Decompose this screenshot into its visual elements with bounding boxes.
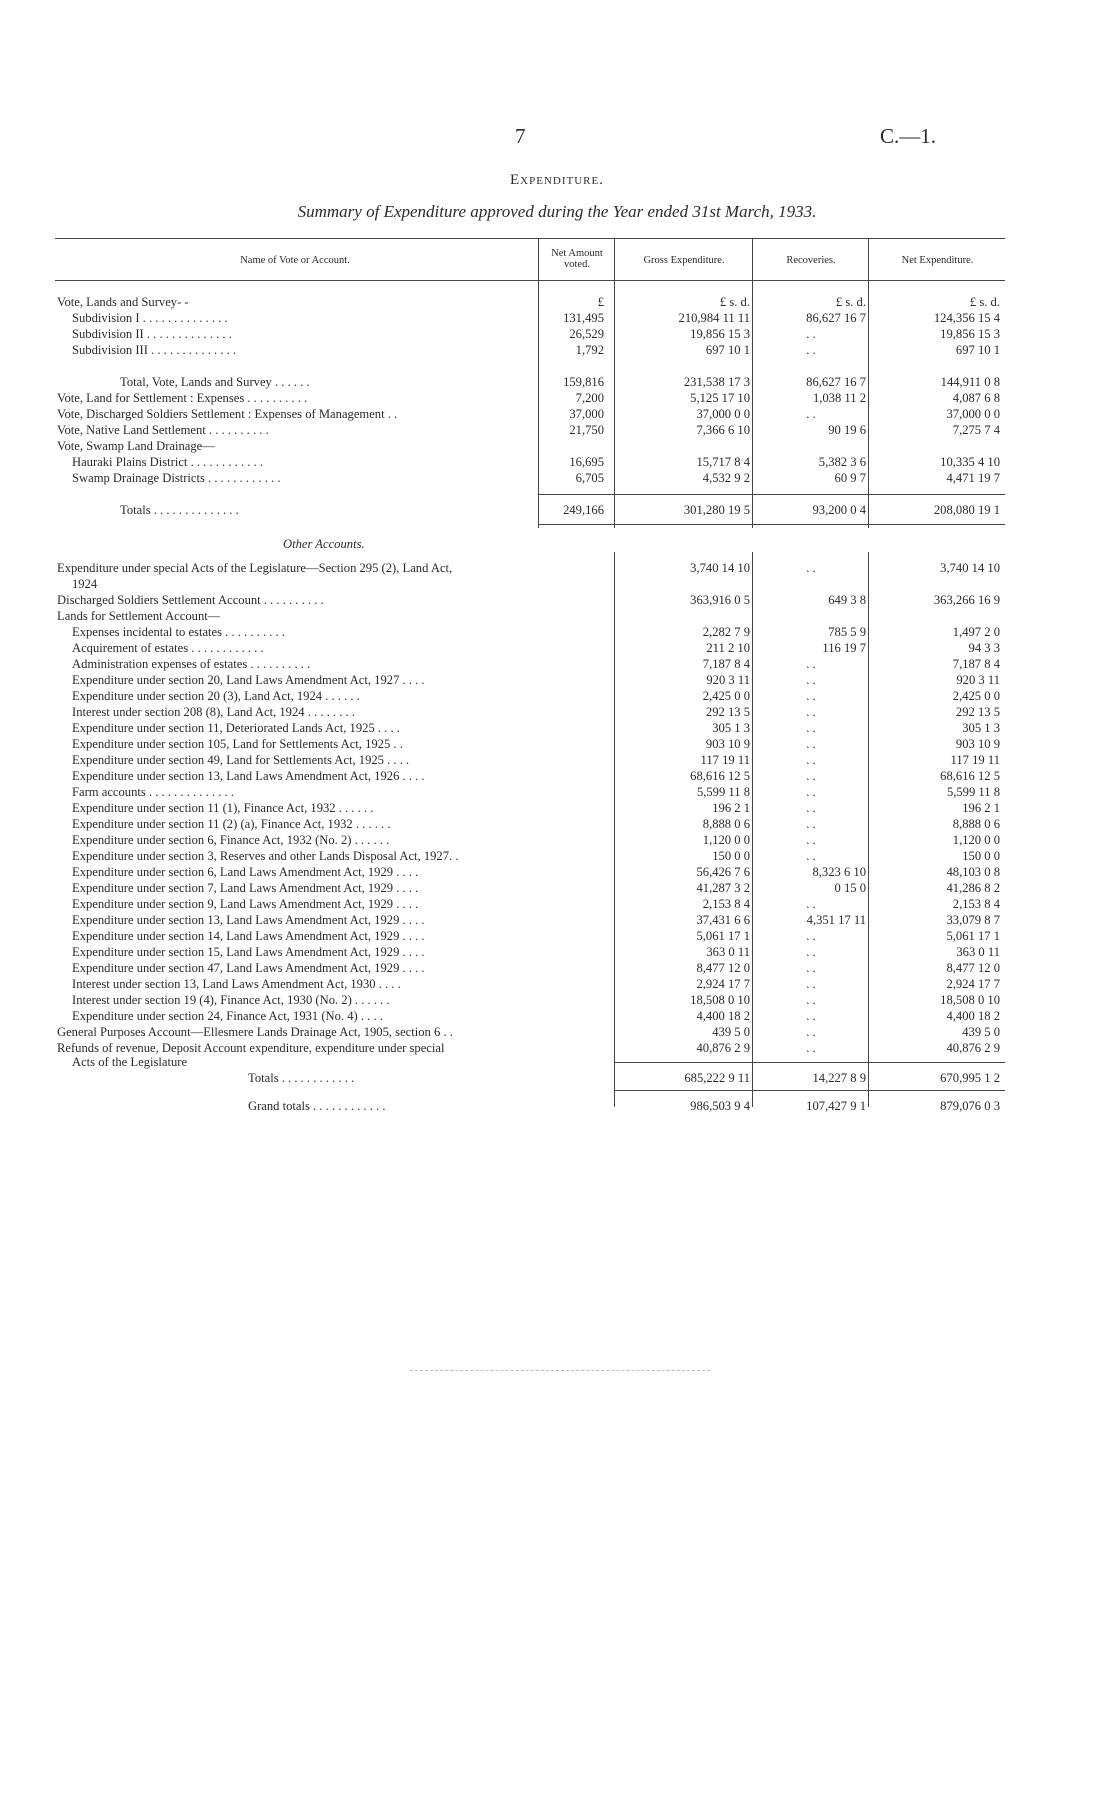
net-value: 363 0 11 bbox=[956, 945, 1000, 959]
row-label: Vote, Land for Settlement : Expenses . . . . . . . . . . bbox=[57, 391, 308, 405]
row-label: Expenditure under section 13, Land Laws Amendment Act, 1926 . . . . bbox=[72, 769, 425, 783]
net-value: 7,275 7 4 bbox=[952, 423, 1000, 437]
table-row bbox=[0, 864, 1114, 880]
row-label: Expenditure under section 49, Land for Settlements Act, 1925 . . . . bbox=[72, 753, 410, 767]
row-label: 1924 bbox=[72, 577, 98, 591]
row-label: Expenditure under section 11, Deteriorated Lands Act, 1925 . . . . bbox=[72, 721, 400, 735]
net-value: 33,079 8 7 bbox=[946, 913, 1000, 927]
recoveries-value: . . bbox=[806, 561, 816, 575]
net-voted-value: 249,166 bbox=[563, 503, 604, 517]
recoveries-value: 93,200 0 4 bbox=[812, 503, 866, 517]
recoveries-value: 1,038 11 2 bbox=[812, 391, 866, 405]
net-value: 208,080 19 1 bbox=[933, 503, 1000, 517]
gross-value: 5,061 17 1 bbox=[696, 929, 750, 943]
gross-value: 15,717 8 4 bbox=[696, 455, 750, 469]
unit-net: £ s. d. bbox=[969, 295, 1000, 309]
gross-value: 117 19 11 bbox=[700, 753, 750, 767]
row-label: Expenditure under section 6, Land Laws Amendment Act, 1929 . . . . bbox=[72, 865, 419, 879]
row-label: Expenditure under section 20 (3), Land Act, 1924 . . . . . . bbox=[72, 689, 360, 703]
gross-value: 2,425 0 0 bbox=[702, 689, 750, 703]
recoveries-value: . . bbox=[806, 849, 816, 863]
recoveries-value: . . bbox=[806, 817, 816, 831]
net-voted-value: 1,792 bbox=[575, 343, 604, 357]
recoveries-value: . . bbox=[806, 801, 816, 815]
recoveries-value: 8,323 6 10 bbox=[812, 865, 866, 879]
recoveries-value: . . bbox=[806, 1041, 816, 1055]
page-title: Expenditure. bbox=[510, 172, 604, 188]
table-row bbox=[0, 944, 1114, 960]
table-row bbox=[0, 406, 1114, 422]
table-row bbox=[0, 800, 1114, 816]
table-header-rule bbox=[55, 280, 1005, 281]
gross-value: 196 2 1 bbox=[712, 801, 750, 815]
gross-value: 56,426 7 6 bbox=[696, 865, 750, 879]
gross-value: 5,599 11 8 bbox=[696, 785, 750, 799]
recoveries-value: . . bbox=[806, 785, 816, 799]
recoveries-value: . . bbox=[806, 1009, 816, 1023]
row-label: Expenditure under section 11 (1), Finance Act, 1932 . . . . . . bbox=[72, 801, 374, 815]
row-label: Expenses incidental to estates . . . . . . . . . . bbox=[72, 625, 285, 639]
gross-value: 4,400 18 2 bbox=[696, 1009, 750, 1023]
row-label: Expenditure under section 47, Land Laws Amendment Act, 1929 . . . . bbox=[72, 961, 425, 975]
net-voted-value: 21,750 bbox=[569, 423, 604, 437]
recoveries-value: . . bbox=[806, 737, 816, 751]
row-label: Vote, Native Land Settlement . . . . . . . . . . bbox=[57, 423, 269, 437]
recoveries-value: . . bbox=[806, 833, 816, 847]
row-label: Acts of the Legislature bbox=[72, 1055, 188, 1069]
recoveries-value: 116 19 7 bbox=[822, 641, 866, 655]
row-label: Expenditure under section 3, Reserves and other Lands Disposal Act, 1927. . bbox=[72, 849, 459, 863]
net-voted-value: 37,000 bbox=[569, 407, 604, 421]
net-value: 363,266 16 9 bbox=[933, 593, 1000, 607]
net-value: 3,740 14 10 bbox=[940, 561, 1000, 575]
net-voted-value: 6,705 bbox=[575, 471, 604, 485]
gross-value: 292 13 5 bbox=[705, 705, 750, 719]
total-row bbox=[0, 502, 1114, 518]
total-row bbox=[0, 1070, 1114, 1086]
net-value: 903 10 9 bbox=[955, 737, 1000, 751]
gross-value: 363 0 11 bbox=[706, 945, 750, 959]
table-row bbox=[0, 1008, 1114, 1024]
net-value: 8,477 12 0 bbox=[946, 961, 1000, 975]
recoveries-value: . . bbox=[806, 993, 816, 1007]
totals-rule bbox=[538, 524, 1005, 525]
totals-rule bbox=[538, 494, 1005, 495]
recoveries-value: 4,351 17 11 bbox=[806, 913, 866, 927]
recoveries-value: . . bbox=[806, 1025, 816, 1039]
net-voted-value: 7,200 bbox=[575, 391, 604, 405]
row-label: Expenditure under section 14, Land Laws Amendment Act, 1929 . . . . bbox=[72, 929, 425, 943]
net-value: 124,356 15 4 bbox=[933, 311, 1000, 325]
gross-value: 7,366 6 10 bbox=[696, 423, 750, 437]
recoveries-value: . . bbox=[806, 343, 816, 357]
net-voted-value: 16,695 bbox=[569, 455, 604, 469]
table-top-rule bbox=[55, 238, 1005, 239]
net-value: 150 0 0 bbox=[962, 849, 1000, 863]
table-row bbox=[0, 976, 1114, 992]
row-label: Administration expenses of estates . . . . . . . . . . bbox=[72, 657, 311, 671]
net-value: 292 13 5 bbox=[955, 705, 1000, 719]
gross-value: 37,000 0 0 bbox=[696, 407, 750, 421]
grand-total-row bbox=[0, 1098, 1114, 1114]
row-label: Grand totals . . . . . . . . . . . . bbox=[248, 1099, 386, 1113]
gross-value: 150 0 0 bbox=[712, 849, 750, 863]
recoveries-value: . . bbox=[806, 673, 816, 687]
table-row bbox=[0, 848, 1114, 864]
net-value: 4,400 18 2 bbox=[946, 1009, 1000, 1023]
table-row bbox=[0, 608, 1114, 624]
table-row bbox=[0, 960, 1114, 976]
page-subtitle: Summary of Expenditure approved during the Year ended 31st March, 1933. bbox=[297, 202, 817, 221]
net-value: 879,076 0 3 bbox=[940, 1099, 1000, 1113]
net-value: 305 1 3 bbox=[962, 721, 1000, 735]
table-row bbox=[0, 912, 1114, 928]
net-value: 8,888 0 6 bbox=[952, 817, 1000, 831]
row-label: Hauraki Plains District . . . . . . . . . . . . bbox=[72, 455, 263, 469]
total-row bbox=[0, 374, 1114, 390]
table-row bbox=[0, 1024, 1114, 1040]
table-row bbox=[0, 704, 1114, 720]
net-value: 2,153 8 4 bbox=[952, 897, 1000, 911]
row-label: Expenditure under section 15, Land Laws Amendment Act, 1929 . . . . bbox=[72, 945, 425, 959]
footer-divider bbox=[410, 1370, 710, 1371]
net-value: 439 5 0 bbox=[962, 1025, 1000, 1039]
table-row bbox=[0, 294, 1114, 310]
gross-value: 439 5 0 bbox=[712, 1025, 750, 1039]
page-number: 7 bbox=[515, 124, 526, 148]
gross-value: 3,740 14 10 bbox=[690, 561, 750, 575]
table-row bbox=[0, 784, 1114, 800]
table-row bbox=[0, 896, 1114, 912]
net-value: 196 2 1 bbox=[962, 801, 1000, 815]
table-row bbox=[0, 592, 1114, 608]
net-value: 5,061 17 1 bbox=[946, 929, 1000, 943]
table-row bbox=[0, 326, 1114, 342]
row-label: Acquirement of estates . . . . . . . . . . . . bbox=[72, 641, 264, 655]
row-label: Expenditure under section 105, Land for Settlements Act, 1925 . . bbox=[72, 737, 403, 751]
gross-value: 986,503 9 4 bbox=[690, 1099, 750, 1113]
recoveries-value: 649 3 8 bbox=[828, 593, 866, 607]
table-row bbox=[0, 928, 1114, 944]
row-label: Subdivision II . . . . . . . . . . . . . . bbox=[72, 327, 232, 341]
table-row bbox=[0, 342, 1114, 358]
table-row bbox=[0, 624, 1114, 640]
net-value: 1,497 2 0 bbox=[952, 625, 1000, 639]
gross-value: 2,153 8 4 bbox=[702, 897, 750, 911]
recoveries-value: 86,627 16 7 bbox=[806, 375, 866, 389]
column-header-net-voted: Net Amount voted. bbox=[551, 248, 603, 270]
net-voted-value: 131,495 bbox=[563, 311, 604, 325]
gross-value: 363,916 0 5 bbox=[690, 593, 750, 607]
gross-value: 18,508 0 10 bbox=[690, 993, 750, 1007]
row-label: Vote, Lands and Survey- - bbox=[57, 295, 189, 309]
table-row bbox=[0, 752, 1114, 768]
row-label: Subdivision III . . . . . . . . . . . . . . bbox=[72, 343, 237, 357]
column-header-recoveries: Recoveries. bbox=[786, 255, 836, 266]
net-value: 697 10 1 bbox=[955, 343, 1000, 357]
net-value: 670,995 1 2 bbox=[940, 1071, 1000, 1085]
row-label: Expenditure under section 20, Land Laws Amendment Act, 1927 . . . . bbox=[72, 673, 425, 687]
table-row bbox=[0, 656, 1114, 672]
recoveries-value: . . bbox=[806, 753, 816, 767]
totals-rule bbox=[614, 1090, 1005, 1091]
table-row bbox=[0, 736, 1114, 752]
recoveries-value: . . bbox=[806, 689, 816, 703]
recoveries-value: 0 15 0 bbox=[834, 881, 866, 895]
net-value: 144,911 0 8 bbox=[940, 375, 1000, 389]
row-label: Interest under section 208 (8), Land Act, 1924 . . . . . . . . bbox=[72, 705, 355, 719]
row-label: Expenditure under section 13, Land Laws Amendment Act, 1929 . . . . bbox=[72, 913, 425, 927]
row-label: Refunds of revenue, Deposit Account expenditure, expenditure under special bbox=[57, 1041, 445, 1055]
gross-value: 8,477 12 0 bbox=[696, 961, 750, 975]
table-row bbox=[0, 992, 1114, 1008]
net-value: 7,187 8 4 bbox=[952, 657, 1000, 671]
row-label: Totals . . . . . . . . . . . . . . bbox=[120, 503, 239, 517]
section-heading-other-accounts: Other Accounts. bbox=[283, 537, 365, 551]
unit-voted: £ bbox=[597, 295, 604, 309]
recoveries-value: 86,627 16 7 bbox=[806, 311, 866, 325]
net-value: 18,508 0 10 bbox=[940, 993, 1000, 1007]
recoveries-value: 785 5 9 bbox=[828, 625, 866, 639]
recoveries-value: 107,427 9 1 bbox=[806, 1099, 866, 1113]
table-row bbox=[0, 880, 1114, 896]
row-label: Expenditure under section 24, Finance Act, 1931 (No. 4) . . . . bbox=[72, 1009, 383, 1023]
net-voted-value: 26,529 bbox=[569, 327, 604, 341]
table-row bbox=[0, 560, 1114, 576]
table-row bbox=[0, 454, 1114, 470]
gross-value: 41,287 3 2 bbox=[696, 881, 750, 895]
column-header-name: Name of Vote or Account. bbox=[240, 255, 350, 266]
table-row bbox=[0, 470, 1114, 486]
gross-value: 231,538 17 3 bbox=[683, 375, 750, 389]
gross-value: 697 10 1 bbox=[705, 343, 750, 357]
net-value: 5,599 11 8 bbox=[946, 785, 1000, 799]
net-value: 41,286 8 2 bbox=[946, 881, 1000, 895]
table-row bbox=[0, 438, 1114, 454]
row-label: Swamp Drainage Districts . . . . . . . . . . . . bbox=[72, 471, 281, 485]
table-row bbox=[0, 688, 1114, 704]
recoveries-value: . . bbox=[806, 945, 816, 959]
gross-value: 210,984 11 11 bbox=[678, 311, 750, 325]
row-label: Subdivision I . . . . . . . . . . . . . . bbox=[72, 311, 228, 325]
gross-value: 8,888 0 6 bbox=[702, 817, 750, 831]
net-voted-value: 159,816 bbox=[563, 375, 604, 389]
net-value: 37,000 0 0 bbox=[946, 407, 1000, 421]
recoveries-value: 60 9 7 bbox=[834, 471, 866, 485]
row-label: Discharged Soldiers Settlement Account . . . . . . . . . . bbox=[57, 593, 324, 607]
recoveries-value: . . bbox=[806, 961, 816, 975]
row-label: Interest under section 13, Land Laws Amendment Act, 1930 . . . . bbox=[72, 977, 401, 991]
recoveries-value: 14,227 8 9 bbox=[812, 1071, 866, 1085]
net-value: 117 19 11 bbox=[950, 753, 1000, 767]
recoveries-value: . . bbox=[806, 929, 816, 943]
gross-value: 40,876 2 9 bbox=[696, 1041, 750, 1055]
net-value: 2,425 0 0 bbox=[952, 689, 1000, 703]
recoveries-value: . . bbox=[806, 705, 816, 719]
gross-value: 903 10 9 bbox=[705, 737, 750, 751]
table-row bbox=[0, 390, 1114, 406]
net-value: 10,335 4 10 bbox=[940, 455, 1000, 469]
row-label: Expenditure under section 9, Land Laws Amendment Act, 1929 . . . . bbox=[72, 897, 419, 911]
net-value: 94 3 3 bbox=[968, 641, 1000, 655]
gross-value: 7,187 8 4 bbox=[702, 657, 750, 671]
net-value: 68,616 12 5 bbox=[940, 769, 1000, 783]
table-row bbox=[0, 576, 1114, 592]
column-header-net-expenditure: Net Expenditure. bbox=[901, 255, 974, 266]
table-row bbox=[0, 640, 1114, 656]
recoveries-value: . . bbox=[806, 977, 816, 991]
gross-value: 301,280 19 5 bbox=[683, 503, 750, 517]
row-label: Expenditure under section 11 (2) (a), Finance Act, 1932 . . . . . . bbox=[72, 817, 391, 831]
row-label: Vote, Swamp Land Drainage— bbox=[57, 439, 215, 453]
table-row bbox=[0, 720, 1114, 736]
table-row bbox=[0, 672, 1114, 688]
row-label: Expenditure under special Acts of the Legislature—Section 295 (2), Land Act, bbox=[57, 561, 453, 575]
gross-value: 68,616 12 5 bbox=[690, 769, 750, 783]
unit-gross: £ s. d. bbox=[719, 295, 750, 309]
net-value: 920 3 11 bbox=[956, 673, 1000, 687]
net-value: 1,120 0 0 bbox=[952, 833, 1000, 847]
gross-value: 211 2 10 bbox=[706, 641, 750, 655]
row-label: Lands for Settlement Account— bbox=[57, 609, 221, 623]
row-label: Farm accounts . . . . . . . . . . . . . . bbox=[72, 785, 234, 799]
recoveries-value: 90 19 6 bbox=[828, 423, 866, 437]
totals-rule bbox=[614, 1062, 1005, 1063]
column-header-gross: Gross Expenditure. bbox=[643, 255, 725, 266]
recoveries-value: . . bbox=[806, 327, 816, 341]
row-label: Expenditure under section 7, Land Laws Amendment Act, 1929 . . . . bbox=[72, 881, 419, 895]
net-value: 19,856 15 3 bbox=[940, 327, 1000, 341]
unit-recoveries: £ s. d. bbox=[835, 295, 866, 309]
recoveries-value: . . bbox=[806, 897, 816, 911]
table-row bbox=[0, 768, 1114, 784]
recoveries-value: . . bbox=[806, 657, 816, 671]
recoveries-value: . . bbox=[806, 721, 816, 735]
gross-value: 37,431 6 6 bbox=[696, 913, 750, 927]
row-label: Total, Vote, Lands and Survey . . . . . . bbox=[120, 375, 310, 389]
net-value: 48,103 0 8 bbox=[946, 865, 1000, 879]
gross-value: 305 1 3 bbox=[712, 721, 750, 735]
document-reference: C.—1. bbox=[880, 124, 937, 148]
table-row bbox=[0, 422, 1114, 438]
table-row bbox=[0, 816, 1114, 832]
gross-value: 685,222 9 11 bbox=[684, 1071, 750, 1085]
row-label: Expenditure under section 6, Finance Act, 1932 (No. 2) . . . . . . bbox=[72, 833, 390, 847]
table-row bbox=[0, 310, 1114, 326]
gross-value: 4,532 9 2 bbox=[702, 471, 750, 485]
row-label: Vote, Discharged Soldiers Settlement : Expenses of Management . . bbox=[57, 407, 398, 421]
row-label: Totals . . . . . . . . . . . . bbox=[248, 1071, 355, 1085]
recoveries-value: . . bbox=[806, 407, 816, 421]
net-value: 40,876 2 9 bbox=[946, 1041, 1000, 1055]
recoveries-value: 5,382 3 6 bbox=[818, 455, 866, 469]
gross-value: 1,120 0 0 bbox=[702, 833, 750, 847]
net-value: 2,924 17 7 bbox=[946, 977, 1000, 991]
row-label: General Purposes Account—Ellesmere Lands Drainage Act, 1905, section 6 . . bbox=[57, 1025, 453, 1039]
table-row bbox=[0, 832, 1114, 848]
gross-value: 2,282 7 9 bbox=[702, 625, 750, 639]
gross-value: 5,125 17 10 bbox=[690, 391, 750, 405]
net-value: 4,087 6 8 bbox=[952, 391, 1000, 405]
net-value: 4,471 19 7 bbox=[946, 471, 1000, 485]
recoveries-value: . . bbox=[806, 769, 816, 783]
gross-value: 19,856 15 3 bbox=[690, 327, 750, 341]
gross-value: 920 3 11 bbox=[706, 673, 750, 687]
row-label: Interest under section 19 (4), Finance Act, 1930 (No. 2) . . . . . . bbox=[72, 993, 390, 1007]
gross-value: 2,924 17 7 bbox=[696, 977, 750, 991]
